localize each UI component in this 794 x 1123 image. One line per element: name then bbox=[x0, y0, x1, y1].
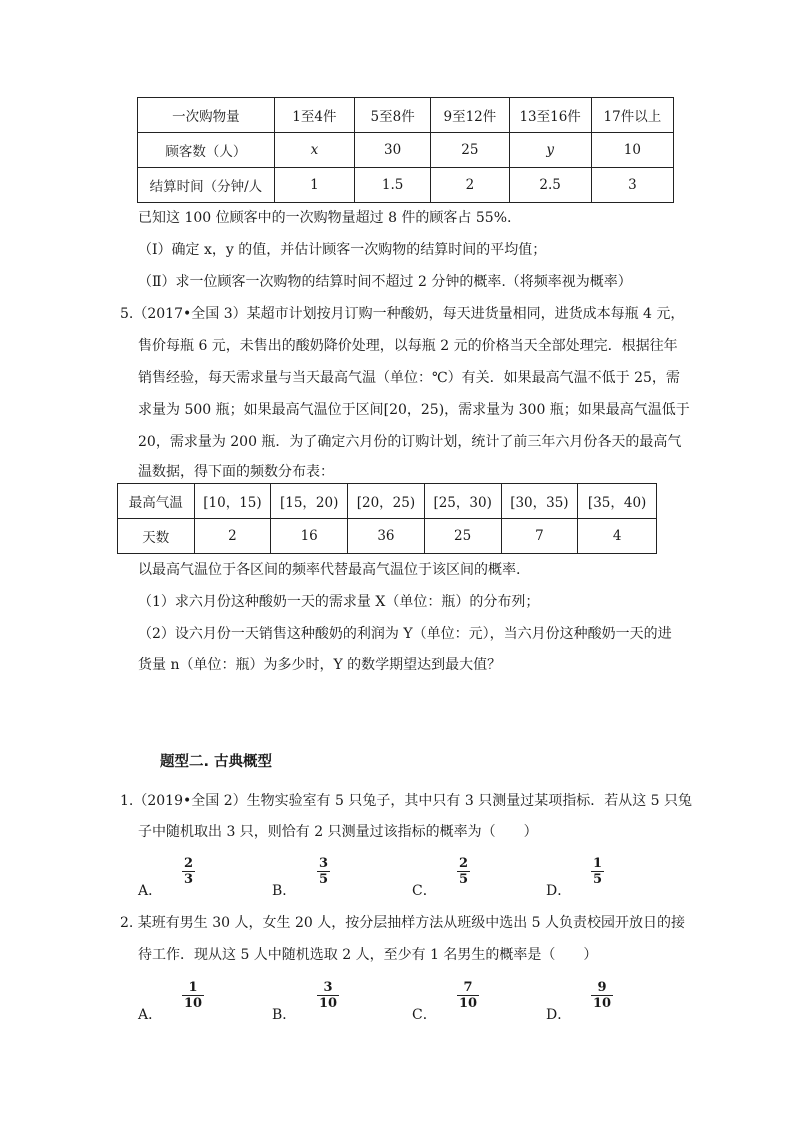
table-cell: 17件以上 bbox=[591, 98, 673, 133]
table-cell: 13至16件 bbox=[509, 98, 591, 133]
option-d-label[interactable]: D． bbox=[546, 883, 572, 899]
table-cell: [15，20) bbox=[271, 484, 348, 519]
table-cell: 2 bbox=[431, 168, 509, 203]
table-cell: 30 bbox=[354, 133, 430, 168]
table-cell: 9至12件 bbox=[431, 98, 509, 133]
table-cell: 36 bbox=[348, 519, 425, 554]
q5-line: 5.（2017•全国 3）某超市计划按月订购一种酸奶，每天进货量相同，进货成本每瓶 4 元， bbox=[120, 306, 685, 322]
table-cell: [25，30) bbox=[424, 484, 501, 519]
table-cell: 一次购物量 bbox=[138, 98, 275, 133]
q4-part2: （Ⅱ）求一位顾客一次购物的结算时间不超过 2 分钟的概率.（将频率视为概率） bbox=[138, 274, 632, 290]
denominator: 10 bbox=[459, 996, 478, 1011]
table-cell: 3 bbox=[591, 168, 673, 203]
table-row bbox=[118, 484, 657, 519]
table-row bbox=[138, 133, 674, 168]
option-d-label[interactable]: D． bbox=[546, 1007, 572, 1023]
denominator: 10 bbox=[319, 996, 338, 1011]
table-cell: 1至4件 bbox=[274, 98, 354, 133]
q4-given: 已知这 100 位顾客中的一次购物量超过 8 件的顾客占 55%. bbox=[138, 210, 512, 226]
table-cell: 7 bbox=[501, 519, 578, 554]
table-cell: 1 bbox=[274, 168, 354, 203]
option-a-fraction bbox=[182, 980, 204, 1011]
q5-line: 求量为 500 瓶；如果最高气温位于区间[20，25)，需求量为 300 瓶；如果最高气温低于 bbox=[138, 402, 690, 418]
option-b-fraction bbox=[317, 856, 330, 887]
option-c-fraction bbox=[457, 856, 470, 887]
q5-part2: （2）设六月份一天销售这种酸奶的利润为 Y（单位：元），当六月份这种酸奶一天的进 bbox=[138, 626, 672, 642]
table-cell: 最高气温 bbox=[118, 484, 195, 519]
denominator: 3 bbox=[184, 872, 194, 887]
option-b-fraction bbox=[317, 980, 339, 1011]
table-cell: 25 bbox=[424, 519, 501, 554]
denominator: 5 bbox=[319, 872, 329, 887]
option-a-label[interactable]: A． bbox=[138, 883, 163, 899]
p2-line: 2. 某班有男生 30 人，女生 20 人，按分层抽样方法从班级中选出 5 人负责校园开放日的接 bbox=[120, 915, 686, 931]
numerator: 3 bbox=[323, 980, 333, 995]
table-cell: 结算时间（分钟/人 bbox=[138, 168, 275, 203]
denominator: 10 bbox=[184, 996, 203, 1011]
option-a-fraction bbox=[182, 856, 195, 887]
q5-line: 售价每瓶 6 元，未售出的酸奶降价处理，以每瓶 2 元的价格当天全部处理完．根据往年 bbox=[138, 338, 678, 354]
q5-part1: （1）求六月份这种酸奶一天的需求量 X（单位：瓶）的分布列； bbox=[138, 594, 540, 610]
option-d-fraction bbox=[591, 980, 613, 1011]
table-row bbox=[118, 519, 657, 554]
numerator: 2 bbox=[459, 856, 469, 871]
table-cell: 天数 bbox=[118, 519, 195, 554]
denominator: 5 bbox=[459, 872, 469, 887]
option-c-label[interactable]: C． bbox=[412, 1007, 437, 1023]
table-cell: 5至8件 bbox=[354, 98, 430, 133]
table-cell: 4 bbox=[578, 519, 657, 554]
option-c-label[interactable]: C． bbox=[412, 883, 437, 899]
table-cell: [20，25) bbox=[348, 484, 425, 519]
numerator: 1 bbox=[593, 856, 603, 871]
shopping-table bbox=[137, 97, 674, 203]
table-cell: 25 bbox=[431, 133, 509, 168]
numerator: 3 bbox=[319, 856, 329, 871]
denominator: 10 bbox=[593, 996, 612, 1011]
q5-line: 销售经验，每天需求量与当天最高气温（单位：℃）有关．如果最高气温不低于 25，需 bbox=[138, 370, 680, 386]
table-cell: [10，15) bbox=[194, 484, 271, 519]
p1-line: 1.（2019•全国 2）生物实验室有 5 只兔子，其中只有 3 只测量过某项指标．若从这 5 只兔 bbox=[120, 793, 693, 809]
q5-note: 以最高气温位于各区间的频率代替最高气温位于该区间的概率. bbox=[138, 562, 521, 578]
temperature-table bbox=[117, 483, 657, 554]
option-a-label[interactable]: A． bbox=[138, 1007, 163, 1023]
p2-line: 待工作．现从这 5 人中随机选取 2 人，至少有 1 名男生的概率是（ ） bbox=[138, 947, 598, 963]
q5-line: 温数据，得下面的频数分布表： bbox=[138, 464, 334, 480]
denominator: 5 bbox=[593, 872, 603, 887]
table-cell: [30，35) bbox=[501, 484, 578, 519]
table-row bbox=[138, 168, 674, 203]
table-cell: [35，40) bbox=[578, 484, 657, 519]
numerator: 2 bbox=[184, 856, 194, 871]
option-b-label[interactable]: B． bbox=[272, 1007, 297, 1023]
q5-part2-cont: 货量 n（单位：瓶）为多少时，Y 的数学期望达到最大值？ bbox=[138, 657, 502, 673]
numerator: 1 bbox=[188, 980, 198, 995]
p1-line: 子中随机取出 3 只，则恰有 2 只测量过该指标的概率为（ ） bbox=[138, 824, 538, 840]
numerator: 7 bbox=[463, 980, 473, 995]
table-cell: 2 bbox=[194, 519, 271, 554]
option-c-fraction bbox=[457, 980, 479, 1011]
q4-part1: （Ⅰ）确定 x，y 的值，并估计顾客一次购物的结算时间的平均值； bbox=[138, 242, 547, 258]
table-cell: 1.5 bbox=[354, 168, 430, 203]
numerator: 9 bbox=[597, 980, 607, 995]
table-cell: 顾客数（人） bbox=[138, 133, 275, 168]
table-cell: 10 bbox=[591, 133, 673, 168]
table-cell: 16 bbox=[271, 519, 348, 554]
option-d-fraction bbox=[591, 856, 604, 887]
section-title: 题型二. 古典概型 bbox=[160, 754, 273, 770]
table-cell: y bbox=[509, 133, 591, 168]
table-row bbox=[138, 98, 674, 133]
option-b-label[interactable]: B． bbox=[272, 883, 297, 899]
table-cell: 2.5 bbox=[509, 168, 591, 203]
table-cell: x bbox=[274, 133, 354, 168]
q5-line: 20，需求量为 200 瓶．为了确定六月份的订购计划，统计了前三年六月份各天的最高气 bbox=[138, 434, 682, 450]
